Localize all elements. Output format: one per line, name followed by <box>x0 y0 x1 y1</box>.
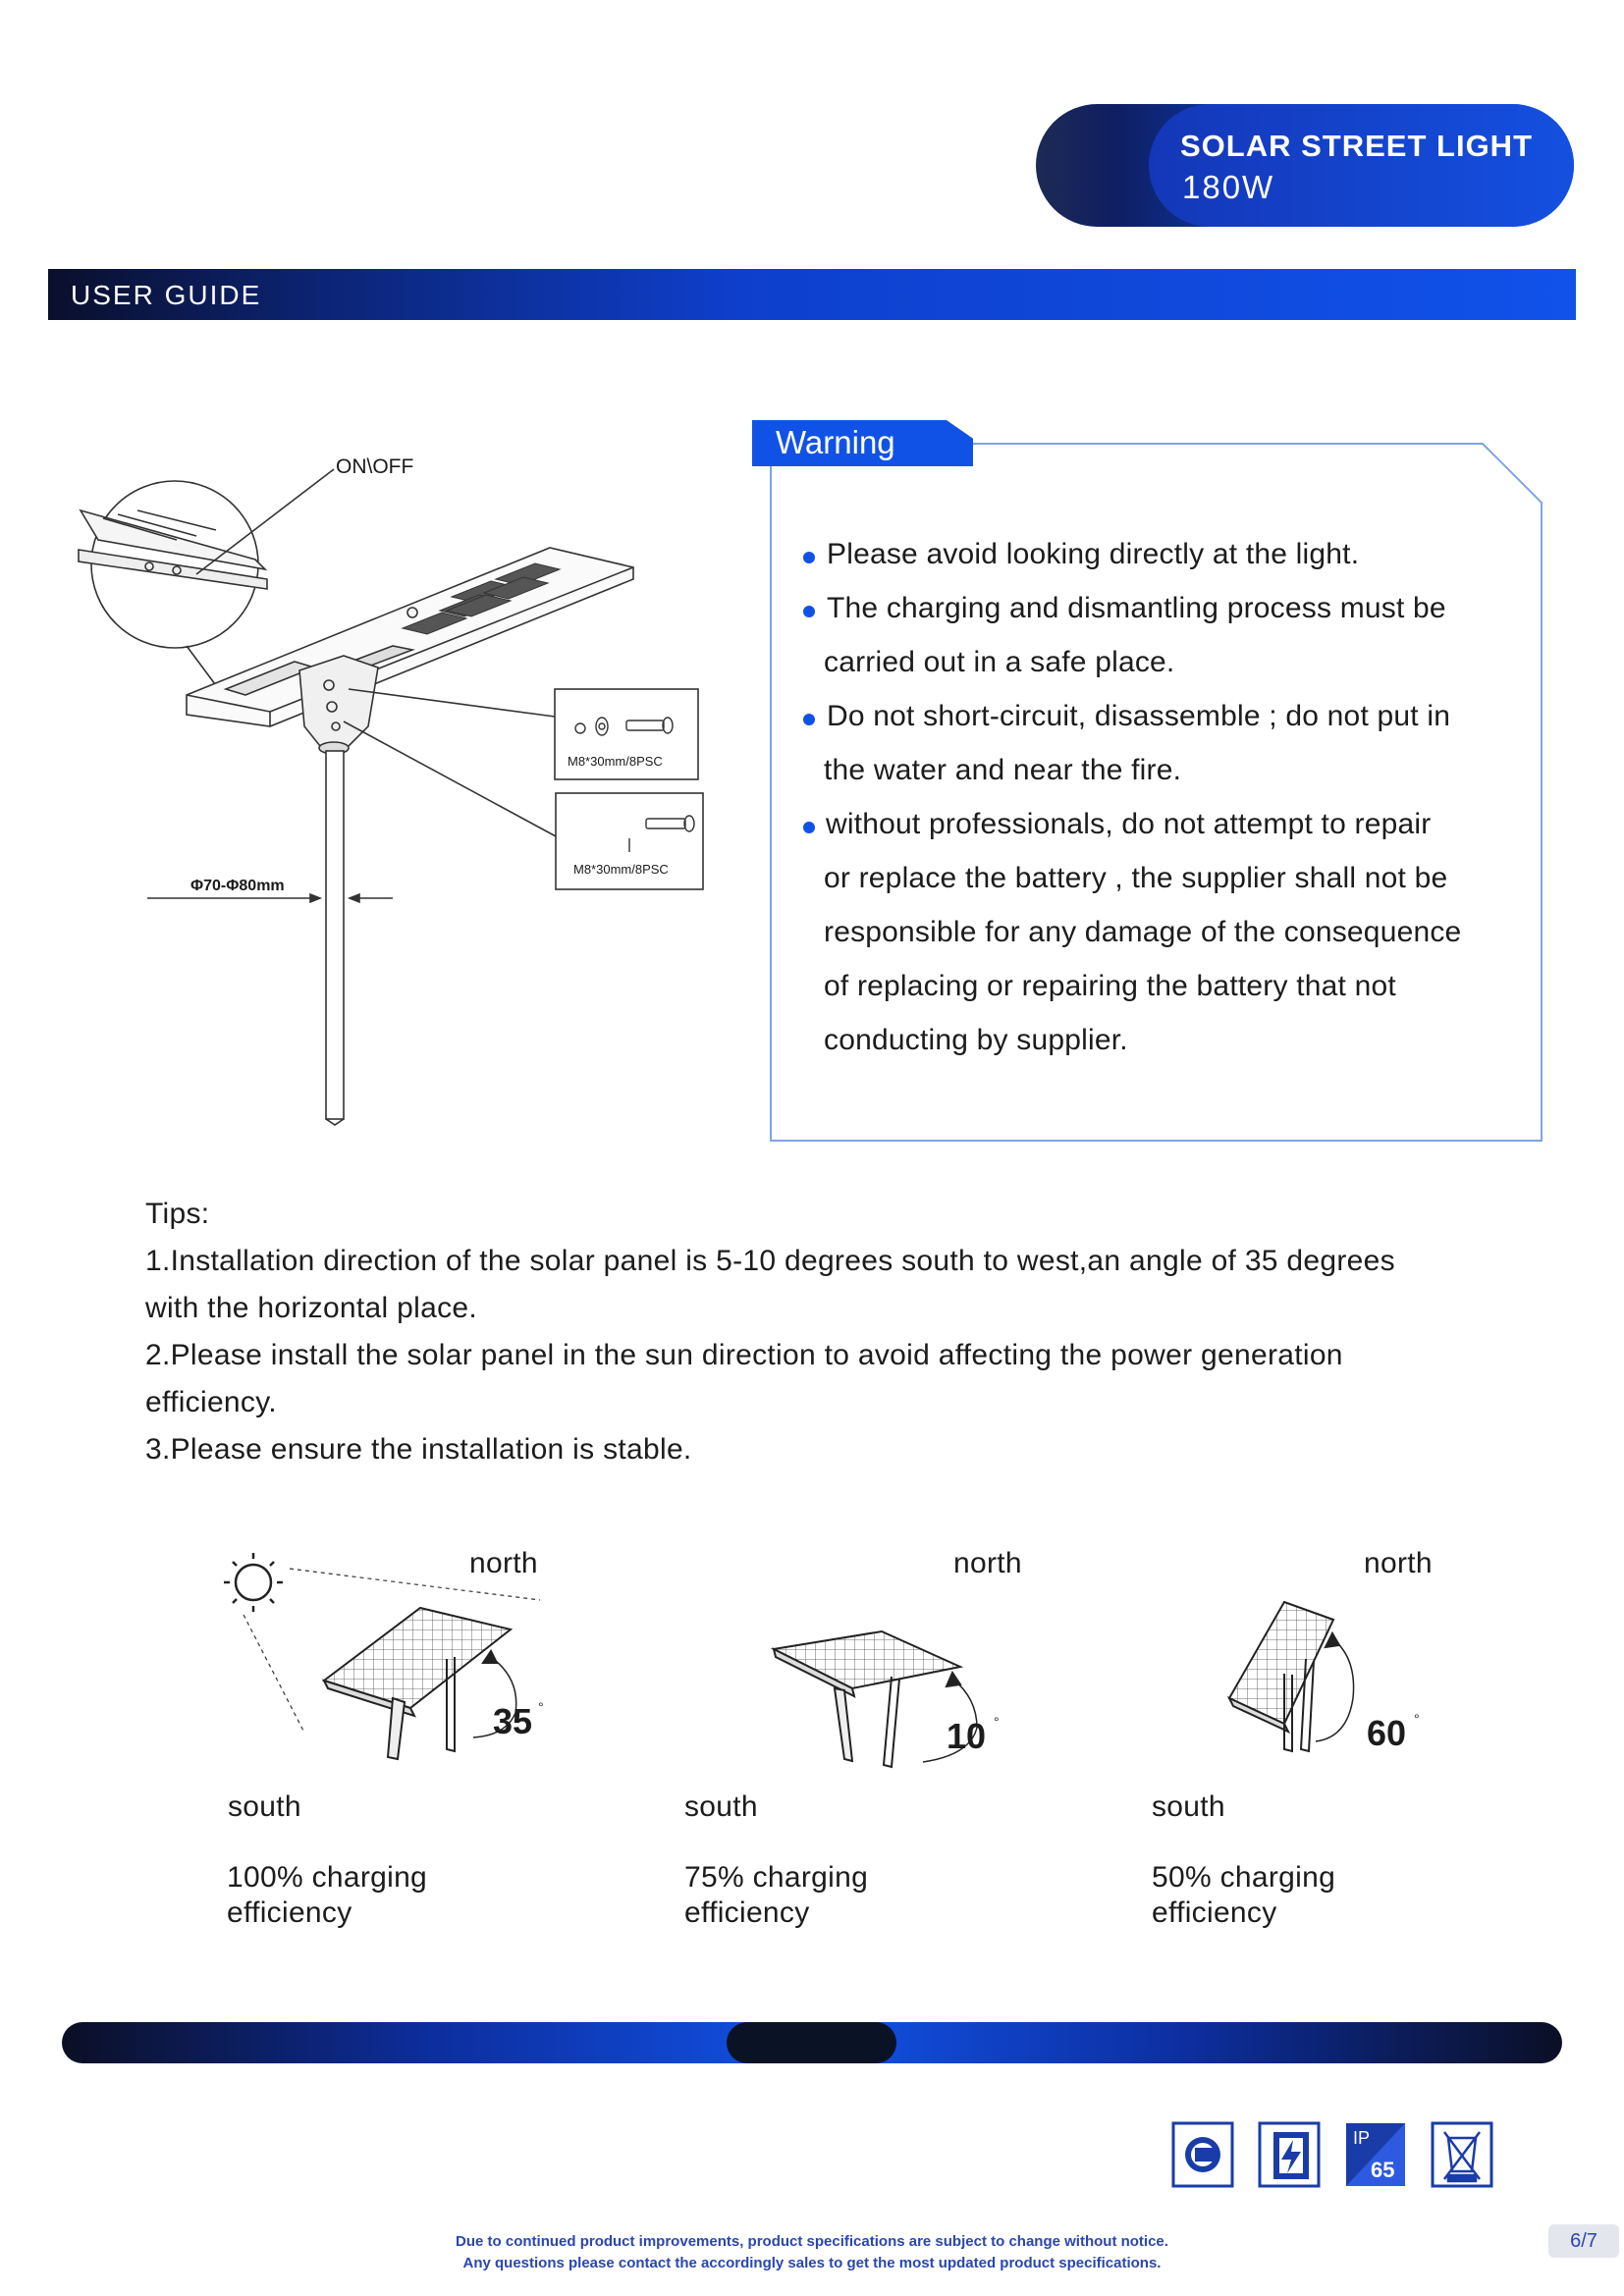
degree-symbol: ° <box>1414 1711 1420 1727</box>
panel-35 <box>324 1608 516 1759</box>
warning-title: Warning <box>776 424 895 460</box>
south-label: south <box>228 1790 301 1823</box>
footer-contact: Any questions please contact the accordingly sales to get the most updated product specifications. <box>462 2255 1162 2271</box>
product-title: SOLAR STREET LIGHT <box>1180 129 1533 163</box>
warning-bullet <box>803 606 815 617</box>
angle-label: 10 <box>947 1716 987 1756</box>
efficiency-label: efficiency <box>684 1896 810 1929</box>
header-badge-inner <box>1149 104 1574 227</box>
warning-line: or replace the battery , the supplier shall not be <box>824 862 1448 894</box>
sun-icon <box>224 1553 283 1612</box>
screw-bottom-label: M8*30mm/8PSC <box>573 862 669 877</box>
south-label: south <box>1152 1790 1225 1823</box>
solar-sun-icon <box>1173 2123 1232 2186</box>
warning-line: carried out in a safe place. <box>824 646 1175 678</box>
switch-label: ON\OFF <box>336 455 414 478</box>
tip-line: with the horizontal place. <box>145 1292 477 1324</box>
certification-icons <box>1171 2120 1495 2191</box>
efficiency-label: efficiency <box>1152 1896 1277 1929</box>
panel-angle-illustrations <box>196 1531 1473 1787</box>
battery-charge-icon <box>1260 2123 1319 2186</box>
south-label: south <box>684 1790 758 1823</box>
warning-line: the water and near the fire. <box>824 754 1182 786</box>
street-light-diagram <box>59 432 727 1139</box>
product-power: 180W <box>1182 169 1275 205</box>
ip-label-bottom: 65 <box>1371 2158 1395 2182</box>
ip-label-top: IP <box>1353 2128 1371 2148</box>
north-label: north <box>1364 1547 1433 1579</box>
weee-bin-icon <box>1433 2123 1491 2186</box>
warning-bullet <box>803 822 815 833</box>
section-title: USER GUIDE <box>71 280 262 310</box>
efficiency-label: 75% charging <box>684 1861 869 1894</box>
section-bar <box>48 269 1576 320</box>
tip-line: 3.Please ensure the installation is stable. <box>145 1433 692 1466</box>
warning-line: without professionals, do not attempt to repair <box>826 808 1432 840</box>
warning-bullet <box>803 714 815 725</box>
warning-line: of replacing or repairing the battery that not <box>824 970 1396 1002</box>
efficiency-label: 50% charging <box>1152 1861 1336 1894</box>
bottom-decor-pill <box>727 2022 896 2063</box>
north-label: north <box>469 1547 538 1579</box>
degree-symbol: ° <box>538 1699 544 1715</box>
warning-line: Please avoid looking directly at the light. <box>827 538 1360 570</box>
tip-line: 2.Please install the solar panel in the sun direction to avoid affecting the power generation <box>145 1339 1343 1371</box>
angle-label: 35 <box>493 1701 533 1741</box>
efficiency-label: efficiency <box>227 1896 352 1929</box>
tips-heading: Tips: <box>145 1198 210 1230</box>
panel-60 <box>1229 1602 1354 1751</box>
warning-bullet <box>803 552 815 563</box>
degree-symbol: ° <box>994 1714 1000 1730</box>
angle-label: 60 <box>1367 1713 1407 1753</box>
pole-diameter-label: Φ70-Φ80mm <box>190 878 285 894</box>
tip-line: 1.Installation direction of the solar panel is 5-10 degrees south to west,an angle of 35 degrees <box>145 1245 1395 1277</box>
page-number: 6/7 <box>1548 2224 1619 2258</box>
efficiency-label: 100% charging <box>227 1861 428 1894</box>
screw-top-label: M8*30mm/8PSC <box>568 754 663 769</box>
warning-line: responsible for any damage of the consequence <box>824 916 1462 948</box>
warning-line: Do not short-circuit, disassemble ; do not put in <box>827 700 1451 732</box>
north-label: north <box>953 1547 1022 1579</box>
tip-line: efficiency. <box>145 1386 277 1418</box>
warning-line: The charging and dismantling process must be <box>827 592 1446 624</box>
footer-disclaimer: Due to continued product improvements, product specifications are subject to change without notice. <box>456 2233 1168 2250</box>
warning-line: conducting by supplier. <box>824 1024 1128 1056</box>
